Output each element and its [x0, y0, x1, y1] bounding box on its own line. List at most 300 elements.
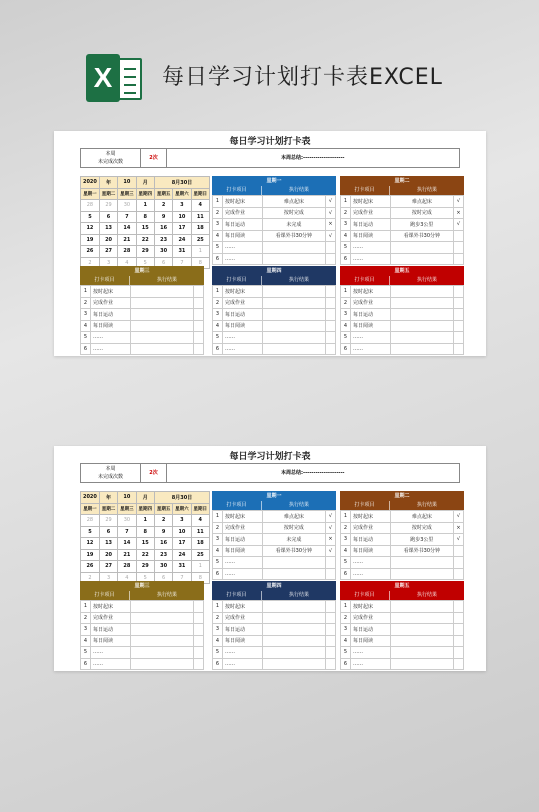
task-result[interactable]: [130, 309, 193, 321]
task-mark[interactable]: [454, 601, 464, 613]
task-mark[interactable]: [326, 601, 336, 613]
calendar-day[interactable]: 20: [99, 549, 117, 561]
task-item[interactable]: 每日阅读: [90, 320, 130, 332]
task-mark[interactable]: √: [326, 230, 336, 242]
task-result[interactable]: [390, 612, 453, 624]
task-item[interactable]: 每日运动: [90, 309, 130, 321]
task-mark[interactable]: [454, 230, 464, 242]
table-row[interactable]: [213, 286, 336, 298]
calendar-day[interactable]: 7: [118, 526, 136, 538]
table-row[interactable]: [341, 242, 464, 254]
calendar-day[interactable]: 28: [81, 200, 100, 212]
task-result[interactable]: [262, 601, 325, 613]
table-row[interactable]: [341, 332, 464, 344]
calendar-day[interactable]: 22: [136, 234, 154, 246]
task-result[interactable]: [262, 557, 325, 569]
calendar-day[interactable]: 8: [136, 211, 154, 223]
table-row[interactable]: [341, 196, 464, 208]
calendar-day[interactable]: 25: [191, 234, 209, 246]
task-mark[interactable]: √: [326, 511, 336, 523]
table-row[interactable]: [213, 511, 336, 523]
task-mark[interactable]: [194, 320, 204, 332]
task-result[interactable]: [262, 297, 325, 309]
task-mark[interactable]: √: [454, 219, 464, 231]
calendar-day[interactable]: 27: [99, 561, 117, 573]
task-result[interactable]: [390, 320, 453, 332]
table-row[interactable]: [213, 534, 336, 546]
table-row[interactable]: [213, 297, 336, 309]
table-row[interactable]: [341, 230, 464, 242]
task-result[interactable]: 难点起床: [262, 196, 325, 208]
calendar-day[interactable]: 8: [136, 526, 154, 538]
task-item[interactable]: 完成作业: [350, 207, 390, 219]
table-row[interactable]: [81, 309, 204, 321]
task-item[interactable]: 按时起床: [90, 601, 130, 613]
task-mark[interactable]: √: [326, 522, 336, 534]
calendar-day[interactable]: 21: [118, 234, 136, 246]
task-item[interactable]: ……: [350, 343, 390, 355]
calendar-day[interactable]: 4: [118, 257, 136, 269]
task-item[interactable]: 按时起床: [222, 286, 262, 298]
task-item[interactable]: 每日阅读: [222, 320, 262, 332]
task-result[interactable]: [262, 286, 325, 298]
task-mark[interactable]: [326, 242, 336, 254]
task-result[interactable]: 难点起床: [390, 196, 453, 208]
task-mark[interactable]: [454, 309, 464, 321]
task-item[interactable]: 每日运动: [222, 309, 262, 321]
task-item[interactable]: ……: [90, 332, 130, 344]
table-row[interactable]: [81, 332, 204, 344]
calendar-day[interactable]: 23: [154, 549, 172, 561]
task-item[interactable]: ……: [222, 557, 262, 569]
calendar-day[interactable]: 4: [118, 572, 136, 584]
task-mark[interactable]: [194, 658, 204, 670]
task-item[interactable]: 完成作业: [222, 522, 262, 534]
task-result[interactable]: [130, 343, 193, 355]
calendar-day[interactable]: 9: [154, 526, 172, 538]
task-item[interactable]: 完成作业: [222, 612, 262, 624]
task-result[interactable]: 看课外书30分钟: [262, 230, 325, 242]
calendar-day[interactable]: 3: [99, 572, 117, 584]
task-item[interactable]: 按时起床: [350, 286, 390, 298]
task-result[interactable]: [130, 320, 193, 332]
task-item[interactable]: 每日运动: [350, 219, 390, 231]
task-result[interactable]: [390, 568, 453, 580]
task-mark[interactable]: [194, 332, 204, 344]
task-result[interactable]: [130, 612, 193, 624]
task-item[interactable]: 每日阅读: [350, 230, 390, 242]
task-item[interactable]: 每日运动: [350, 534, 390, 546]
table-row[interactable]: [213, 332, 336, 344]
task-mark[interactable]: [454, 320, 464, 332]
table-row[interactable]: [213, 568, 336, 580]
task-mark[interactable]: √: [454, 196, 464, 208]
task-mark[interactable]: [326, 557, 336, 569]
task-item[interactable]: ……: [90, 343, 130, 355]
table-row[interactable]: [341, 557, 464, 569]
calendar-day[interactable]: 13: [99, 223, 117, 235]
calendar-day[interactable]: 7: [118, 211, 136, 223]
table-row[interactable]: [81, 286, 204, 298]
task-mark[interactable]: [326, 658, 336, 670]
task-item[interactable]: 每日运动: [90, 624, 130, 636]
task-mark[interactable]: [326, 332, 336, 344]
task-mark[interactable]: [326, 624, 336, 636]
task-item[interactable]: ……: [222, 647, 262, 659]
calendar-day[interactable]: 3: [173, 200, 191, 212]
task-result[interactable]: [130, 658, 193, 670]
task-result[interactable]: [262, 612, 325, 624]
task-mark[interactable]: [194, 647, 204, 659]
task-item[interactable]: 每日阅读: [350, 635, 390, 647]
table-row[interactable]: [341, 534, 464, 546]
task-result[interactable]: 按时完成: [390, 522, 453, 534]
task-mark[interactable]: ×: [326, 534, 336, 546]
task-result[interactable]: 按时完成: [262, 522, 325, 534]
task-mark[interactable]: [454, 635, 464, 647]
table-row[interactable]: [341, 624, 464, 636]
calendar-day[interactable]: 17: [173, 538, 191, 550]
table-row[interactable]: [341, 309, 464, 321]
calendar-day[interactable]: 15: [136, 223, 154, 235]
task-result[interactable]: [130, 601, 193, 613]
calendar-day[interactable]: 2: [154, 515, 172, 527]
task-mark[interactable]: [326, 297, 336, 309]
table-row[interactable]: [213, 545, 336, 557]
task-result[interactable]: [390, 297, 453, 309]
task-result[interactable]: 看课外书30分钟: [390, 545, 453, 557]
task-item[interactable]: 每日运动: [222, 624, 262, 636]
task-item[interactable]: 每日阅读: [222, 545, 262, 557]
task-result[interactable]: [262, 647, 325, 659]
task-mark[interactable]: √: [326, 207, 336, 219]
task-result[interactable]: [262, 624, 325, 636]
calendar-day[interactable]: 28: [118, 561, 136, 573]
task-mark[interactable]: [454, 297, 464, 309]
task-item[interactable]: 完成作业: [350, 612, 390, 624]
calendar-day[interactable]: 2: [81, 257, 100, 269]
calendar-day[interactable]: 16: [154, 538, 172, 550]
task-mark[interactable]: [194, 297, 204, 309]
calendar-day[interactable]: 30: [118, 200, 136, 212]
table-row[interactable]: [81, 320, 204, 332]
table-row[interactable]: [341, 522, 464, 534]
task-item[interactable]: 按时起床: [90, 286, 130, 298]
calendar-day[interactable]: 29: [99, 515, 117, 527]
task-result[interactable]: [262, 635, 325, 647]
task-result[interactable]: [130, 624, 193, 636]
task-mark[interactable]: √: [454, 534, 464, 546]
task-item[interactable]: 完成作业: [350, 297, 390, 309]
calendar-day[interactable]: 12: [81, 223, 100, 235]
task-item[interactable]: ……: [222, 568, 262, 580]
calendar-day[interactable]: 14: [118, 538, 136, 550]
table-row[interactable]: [213, 624, 336, 636]
calendar-day[interactable]: 6: [154, 257, 172, 269]
task-result[interactable]: [390, 557, 453, 569]
table-row[interactable]: [341, 320, 464, 332]
table-row[interactable]: [341, 647, 464, 659]
task-item[interactable]: 完成作业: [90, 297, 130, 309]
task-item[interactable]: 按时起床: [350, 601, 390, 613]
task-item[interactable]: 按时起床: [222, 196, 262, 208]
calendar-day[interactable]: 2: [81, 572, 100, 584]
task-mark[interactable]: [454, 557, 464, 569]
table-row[interactable]: [341, 545, 464, 557]
calendar-day[interactable]: 4: [191, 200, 209, 212]
task-mark[interactable]: [194, 624, 204, 636]
task-mark[interactable]: [454, 242, 464, 254]
task-item[interactable]: 每日阅读: [350, 320, 390, 332]
task-mark[interactable]: [194, 286, 204, 298]
task-result[interactable]: [390, 286, 453, 298]
calendar-day[interactable]: 18: [191, 223, 209, 235]
task-mark[interactable]: [454, 624, 464, 636]
table-row[interactable]: [81, 612, 204, 624]
table-row[interactable]: [213, 309, 336, 321]
calendar-day[interactable]: 30: [154, 561, 172, 573]
task-item[interactable]: ……: [350, 658, 390, 670]
task-item[interactable]: ……: [222, 332, 262, 344]
task-result[interactable]: [390, 601, 453, 613]
task-item[interactable]: ……: [222, 343, 262, 355]
task-mark[interactable]: [454, 343, 464, 355]
task-mark[interactable]: [454, 612, 464, 624]
table-row[interactable]: [213, 230, 336, 242]
calendar-day[interactable]: 20: [99, 234, 117, 246]
table-row[interactable]: [341, 658, 464, 670]
calendar-day[interactable]: 9: [154, 211, 172, 223]
table-row[interactable]: [213, 612, 336, 624]
task-result[interactable]: 看课外书30分钟: [262, 545, 325, 557]
task-mark[interactable]: [326, 343, 336, 355]
calendar-day[interactable]: 7: [173, 572, 191, 584]
task-mark[interactable]: [194, 601, 204, 613]
calendar-day[interactable]: 4: [191, 515, 209, 527]
task-mark[interactable]: [326, 568, 336, 580]
task-mark[interactable]: [326, 253, 336, 265]
task-result[interactable]: [262, 253, 325, 265]
table-row[interactable]: [213, 601, 336, 613]
task-mark[interactable]: ×: [454, 207, 464, 219]
task-item[interactable]: ……: [350, 647, 390, 659]
table-row[interactable]: [341, 612, 464, 624]
table-row[interactable]: [213, 343, 336, 355]
calendar-day[interactable]: 7: [173, 257, 191, 269]
task-result[interactable]: 跑步3公里: [390, 219, 453, 231]
task-result[interactable]: [130, 635, 193, 647]
task-item[interactable]: 每日运动: [222, 219, 262, 231]
table-row[interactable]: [81, 297, 204, 309]
table-row[interactable]: [341, 511, 464, 523]
task-result[interactable]: 按时完成: [390, 207, 453, 219]
task-result[interactable]: [390, 635, 453, 647]
task-item[interactable]: ……: [222, 242, 262, 254]
task-mark[interactable]: [454, 658, 464, 670]
task-result[interactable]: [390, 253, 453, 265]
task-item[interactable]: 按时起床: [222, 601, 262, 613]
task-result[interactable]: [390, 343, 453, 355]
calendar-day[interactable]: 17: [173, 223, 191, 235]
calendar-day[interactable]: 29: [99, 200, 117, 212]
table-row[interactable]: [81, 601, 204, 613]
calendar-day[interactable]: 3: [99, 257, 117, 269]
calendar-day[interactable]: 8: [191, 257, 209, 269]
calendar-day[interactable]: 1: [136, 515, 154, 527]
calendar-day[interactable]: 8: [191, 572, 209, 584]
task-mark[interactable]: [326, 320, 336, 332]
task-result[interactable]: [390, 332, 453, 344]
calendar-day[interactable]: 6: [99, 526, 117, 538]
calendar-day[interactable]: 26: [81, 246, 100, 258]
calendar-day[interactable]: 25: [191, 549, 209, 561]
calendar-day[interactable]: 18: [191, 538, 209, 550]
table-row[interactable]: [341, 635, 464, 647]
calendar-day[interactable]: 19: [81, 549, 100, 561]
calendar-day[interactable]: 5: [136, 572, 154, 584]
task-item[interactable]: 每日运动: [350, 309, 390, 321]
table-row[interactable]: [213, 658, 336, 670]
task-result[interactable]: [262, 242, 325, 254]
table-row[interactable]: [341, 286, 464, 298]
calendar-day[interactable]: 28: [118, 246, 136, 258]
calendar-day[interactable]: 30: [118, 515, 136, 527]
task-mark[interactable]: [454, 253, 464, 265]
calendar-day[interactable]: 24: [173, 549, 191, 561]
task-mark[interactable]: [454, 286, 464, 298]
task-mark[interactable]: [454, 568, 464, 580]
task-mark[interactable]: [194, 612, 204, 624]
calendar-day[interactable]: 22: [136, 549, 154, 561]
task-result[interactable]: [390, 242, 453, 254]
task-mark[interactable]: [454, 647, 464, 659]
task-mark[interactable]: √: [326, 545, 336, 557]
calendar-day[interactable]: 1: [191, 561, 209, 573]
task-result[interactable]: 跑步3公里: [390, 534, 453, 546]
task-item[interactable]: 完成作业: [350, 522, 390, 534]
task-mark[interactable]: [326, 612, 336, 624]
calendar-day[interactable]: 16: [154, 223, 172, 235]
calendar-day[interactable]: 14: [118, 223, 136, 235]
table-row[interactable]: [81, 343, 204, 355]
calendar-day[interactable]: 12: [81, 538, 100, 550]
task-mark[interactable]: √: [454, 511, 464, 523]
task-mark[interactable]: [194, 309, 204, 321]
task-result[interactable]: 看课外书30分钟: [390, 230, 453, 242]
calendar-day[interactable]: 2: [154, 200, 172, 212]
calendar-day[interactable]: 10: [173, 526, 191, 538]
task-result[interactable]: [130, 297, 193, 309]
calendar-day[interactable]: 27: [99, 246, 117, 258]
task-result[interactable]: [130, 332, 193, 344]
table-row[interactable]: [81, 624, 204, 636]
task-result[interactable]: [390, 309, 453, 321]
task-mark[interactable]: [194, 635, 204, 647]
task-item[interactable]: 完成作业: [90, 612, 130, 624]
task-result[interactable]: [262, 568, 325, 580]
task-result[interactable]: 未完成: [262, 219, 325, 231]
table-row[interactable]: [213, 522, 336, 534]
task-result[interactable]: 难点起床: [390, 511, 453, 523]
calendar-day[interactable]: 1: [136, 200, 154, 212]
task-result[interactable]: [390, 658, 453, 670]
task-mark[interactable]: [326, 647, 336, 659]
task-item[interactable]: 完成作业: [222, 297, 262, 309]
task-result[interactable]: [262, 309, 325, 321]
task-item[interactable]: 每日运动: [222, 534, 262, 546]
task-result[interactable]: 难点起床: [262, 511, 325, 523]
calendar-day[interactable]: 1: [191, 246, 209, 258]
table-row[interactable]: [341, 601, 464, 613]
calendar-day[interactable]: 11: [191, 211, 209, 223]
table-row[interactable]: [213, 196, 336, 208]
task-item[interactable]: 每日阅读: [350, 545, 390, 557]
calendar-day[interactable]: 29: [136, 561, 154, 573]
table-row[interactable]: [341, 568, 464, 580]
task-item[interactable]: 每日运动: [350, 624, 390, 636]
calendar-day[interactable]: 5: [136, 257, 154, 269]
table-row[interactable]: [341, 219, 464, 231]
calendar-day[interactable]: 31: [173, 561, 191, 573]
table-row[interactable]: [213, 320, 336, 332]
task-mark[interactable]: ×: [326, 219, 336, 231]
task-item[interactable]: ……: [350, 568, 390, 580]
task-item[interactable]: ……: [90, 658, 130, 670]
calendar-day[interactable]: 15: [136, 538, 154, 550]
task-item[interactable]: ……: [350, 242, 390, 254]
task-item[interactable]: ……: [350, 332, 390, 344]
task-item[interactable]: ……: [222, 658, 262, 670]
table-row[interactable]: [213, 253, 336, 265]
calendar-day[interactable]: 29: [136, 246, 154, 258]
task-item[interactable]: ……: [90, 647, 130, 659]
task-mark[interactable]: [454, 545, 464, 557]
calendar-day[interactable]: 5: [81, 211, 100, 223]
task-result[interactable]: [390, 647, 453, 659]
task-item[interactable]: ……: [222, 253, 262, 265]
task-mark[interactable]: [454, 332, 464, 344]
calendar-day[interactable]: 6: [99, 211, 117, 223]
calendar-day[interactable]: 21: [118, 549, 136, 561]
task-result[interactable]: [262, 332, 325, 344]
calendar-day[interactable]: 24: [173, 234, 191, 246]
calendar-day[interactable]: 11: [191, 526, 209, 538]
table-row[interactable]: [341, 207, 464, 219]
task-mark[interactable]: [194, 343, 204, 355]
task-result[interactable]: [262, 320, 325, 332]
table-row[interactable]: [341, 253, 464, 265]
task-result[interactable]: [130, 286, 193, 298]
table-row[interactable]: [81, 658, 204, 670]
calendar-day[interactable]: 10: [173, 211, 191, 223]
calendar-day[interactable]: 28: [81, 515, 100, 527]
table-row[interactable]: [213, 635, 336, 647]
task-item[interactable]: 每日阅读: [222, 635, 262, 647]
calendar-day[interactable]: 23: [154, 234, 172, 246]
calendar-day[interactable]: 31: [173, 246, 191, 258]
table-row[interactable]: [341, 297, 464, 309]
task-mark[interactable]: ×: [454, 522, 464, 534]
task-mark[interactable]: [326, 309, 336, 321]
task-item[interactable]: 按时起床: [222, 511, 262, 523]
table-row[interactable]: [213, 219, 336, 231]
table-row[interactable]: [213, 647, 336, 659]
calendar-day[interactable]: 13: [99, 538, 117, 550]
task-item[interactable]: 完成作业: [222, 207, 262, 219]
table-row[interactable]: [341, 343, 464, 355]
table-row[interactable]: [81, 647, 204, 659]
task-item[interactable]: ……: [350, 253, 390, 265]
